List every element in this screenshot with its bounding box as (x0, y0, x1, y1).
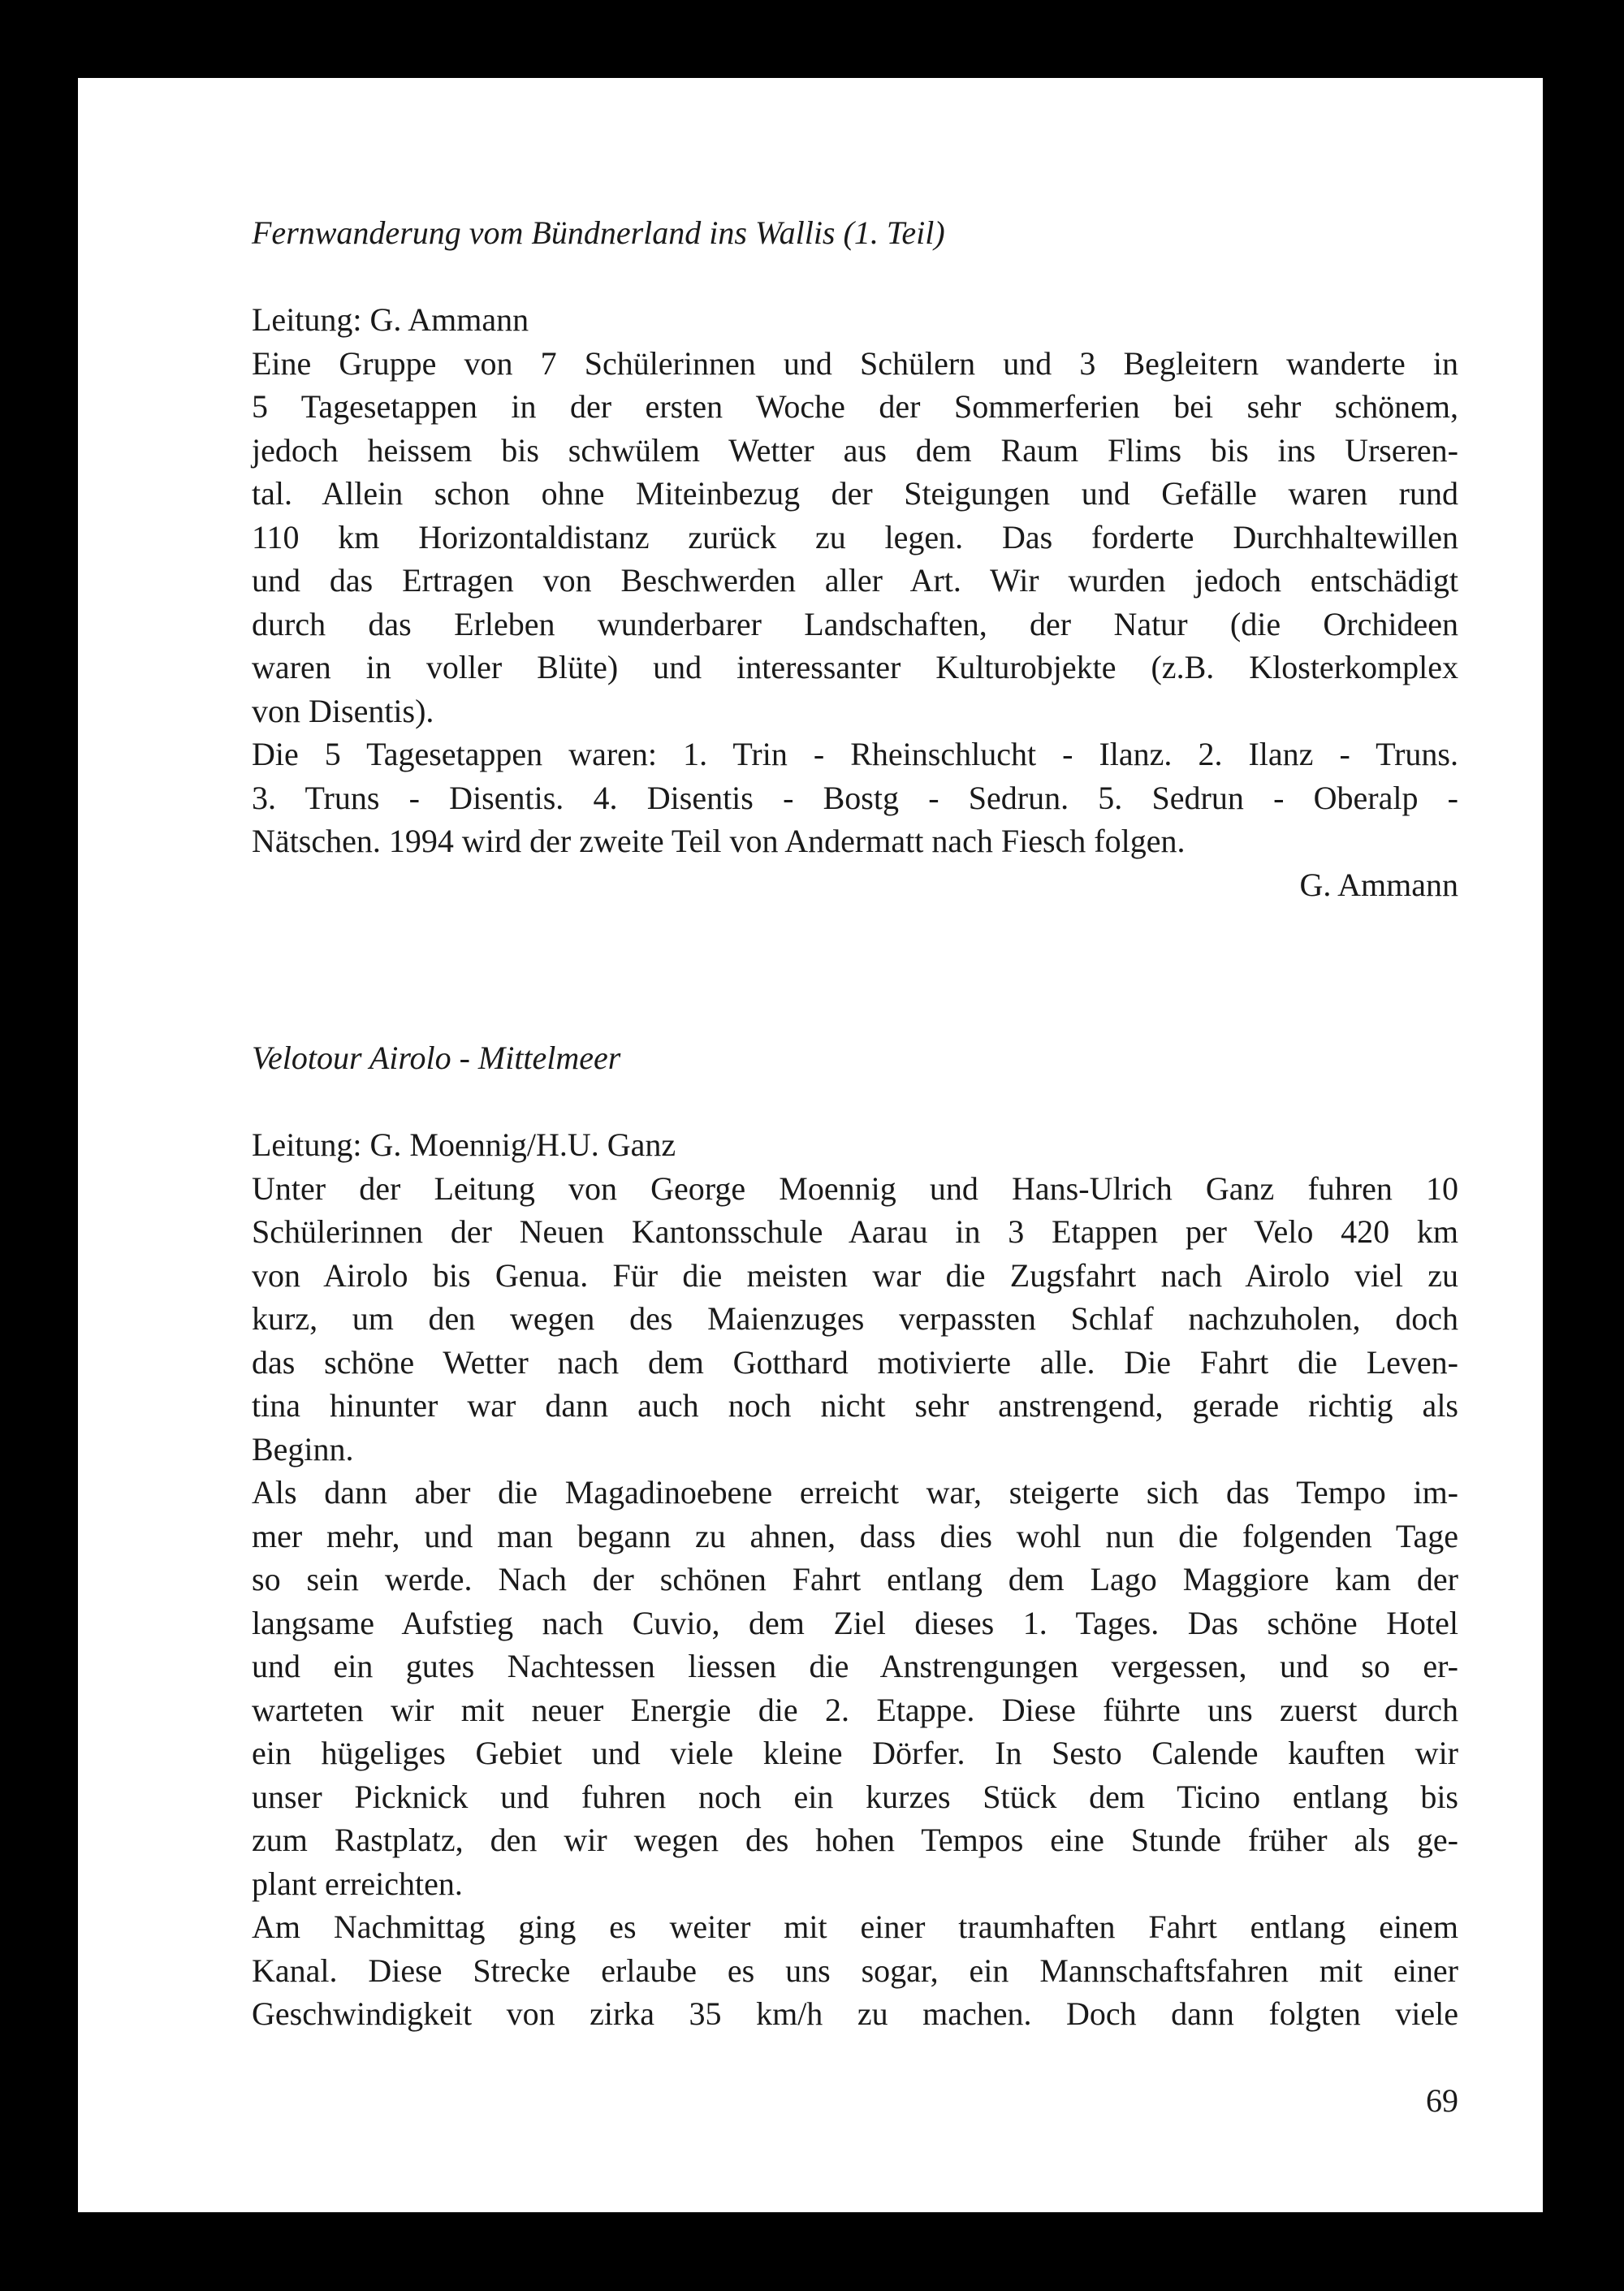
text-line: ein hügeliges Gebiet und viele kleine Dörfer. In Sesto Calende kauften wir (252, 1735, 1458, 1771)
spacer (252, 255, 1458, 299)
section-lead-fernwanderung: Leitung: G. Ammann (252, 301, 529, 338)
text-line: von Airolo bis Genua. Für die meisten war die Zugsfahrt nach Airolo viel zu (252, 1256, 1458, 1294)
text-line: Die 5 Tagesetappen waren: 1. Trin - Rheinschlucht - Ilanz. 2. Ilanz - Truns. (252, 736, 1458, 772)
spacer (252, 1080, 1458, 1124)
signature: G. Ammann (1299, 866, 1458, 903)
text-line: 3. Truns - Disentis. 4. Disentis - Bostg - Sedrun. 5. Sedrun - Oberalp - (252, 779, 1458, 816)
text-line: 5 Tagesetappen in der ersten Woche der Sommerferien bei sehr schönem, (252, 388, 1458, 425)
text-line: mer mehr, und man begann zu ahnen, dass dies wohl nun die folgenden Tage (252, 1517, 1458, 1554)
text-line: und ein gutes Nachtessen liessen die Anstrengungen vergessen, und so er- (252, 1648, 1458, 1684)
page-content (252, 211, 1458, 2036)
text-line: Nätschen. 1994 wird der zweite Teil von Andermatt nach Fiesch folgen. (252, 823, 1186, 859)
text-line: kurz, um den wegen des Maienzuges verpassten Schlaf nachzuholen, doch (252, 1300, 1458, 1337)
text-line: Als dann aber die Magadinoebene erreicht war, steigerte sich das Tempo im- (252, 1474, 1458, 1511)
section-lead-velotour: Leitung: G. Moennig/H.U. Ganz (252, 1126, 676, 1163)
text-line: Unter der Leitung von George Moennig und Hans-Ulrich Ganz fuhren 10 (252, 1169, 1458, 1207)
text-line: Kanal. Diese Strecke erlaube es uns sogar, ein Mannschaftsfahren mit einer (252, 1952, 1458, 1989)
text-line: plant erreichten. (252, 1865, 463, 1902)
text-line: Eine Gruppe von 7 Schülerinnen und Schülern und 3 Begleitern wanderte in (252, 344, 1458, 382)
document-page (78, 78, 1543, 2212)
text-line: das schöne Wetter nach dem Gotthard motivierte alle. Die Fahrt die Leven- (252, 1343, 1458, 1381)
text-line: 110 km Horizontaldistanz zurück zu legen. Das forderte Durchhaltewillen (252, 518, 1458, 555)
text-line: durch das Erleben wunderbarer Landschaften, der Natur (die Orchideen (252, 605, 1458, 642)
text-line: so sein werde. Nach der schönen Fahrt entlang dem Lago Maggiore kam der (252, 1561, 1458, 1597)
text-line: jedoch heissem bis schwülem Wetter aus dem Raum Flims bis ins Urseren- (252, 431, 1458, 469)
text-line: und das Ertragen von Beschwerden aller Art. Wir wurden jedoch entschädigt (252, 562, 1458, 599)
text-line: warteten wir mit neuer Energie die 2. Etappe. Diese führte uns zuerst durch (252, 1691, 1458, 1728)
text-line: tina hinunter war dann auch noch nicht sehr anstrengend, gerade richtig als (252, 1387, 1458, 1424)
text-line: Beginn. (252, 1430, 354, 1468)
page-number: 69 (1426, 2082, 1458, 2119)
text-line: Am Nachmittag ging es weiter mit einer traumhaften Fahrt entlang einem (252, 1908, 1458, 1945)
section-title-velotour: Velotour Airolo - Mittelmeer (252, 1040, 621, 1076)
text-line: waren in voller Blüte) und interessanter Kulturobjekte (z.B. Klosterkomplex (252, 649, 1458, 685)
text-line: von Disentis). (252, 692, 434, 729)
section-gap (252, 906, 1458, 1036)
text-line: unser Picknick und fuhren noch ein kurzes Stück dem Ticino entlang bis (252, 1778, 1458, 1815)
text-line: zum Rastplatz, den wir wegen des hohen Tempos eine Stunde früher als ge- (252, 1822, 1458, 1858)
text-line: tal. Allein schon ohne Miteinbezug der Steigungen und Gefälle waren rund (252, 475, 1458, 512)
text-line: Schülerinnen der Neuen Kantonsschule Aarau in 3 Etappen per Velo 420 km (252, 1213, 1458, 1250)
text-line: Geschwindigkeit von zirka 35 km/h zu machen. Doch dann folgten viele (252, 1995, 1458, 2032)
text-line: langsame Aufstieg nach Cuvio, dem Ziel dieses 1. Tages. Das schöne Hotel (252, 1604, 1458, 1641)
section-title-fernwanderung: Fernwanderung vom Bündnerland ins Wallis (1. Teil) (252, 214, 945, 251)
